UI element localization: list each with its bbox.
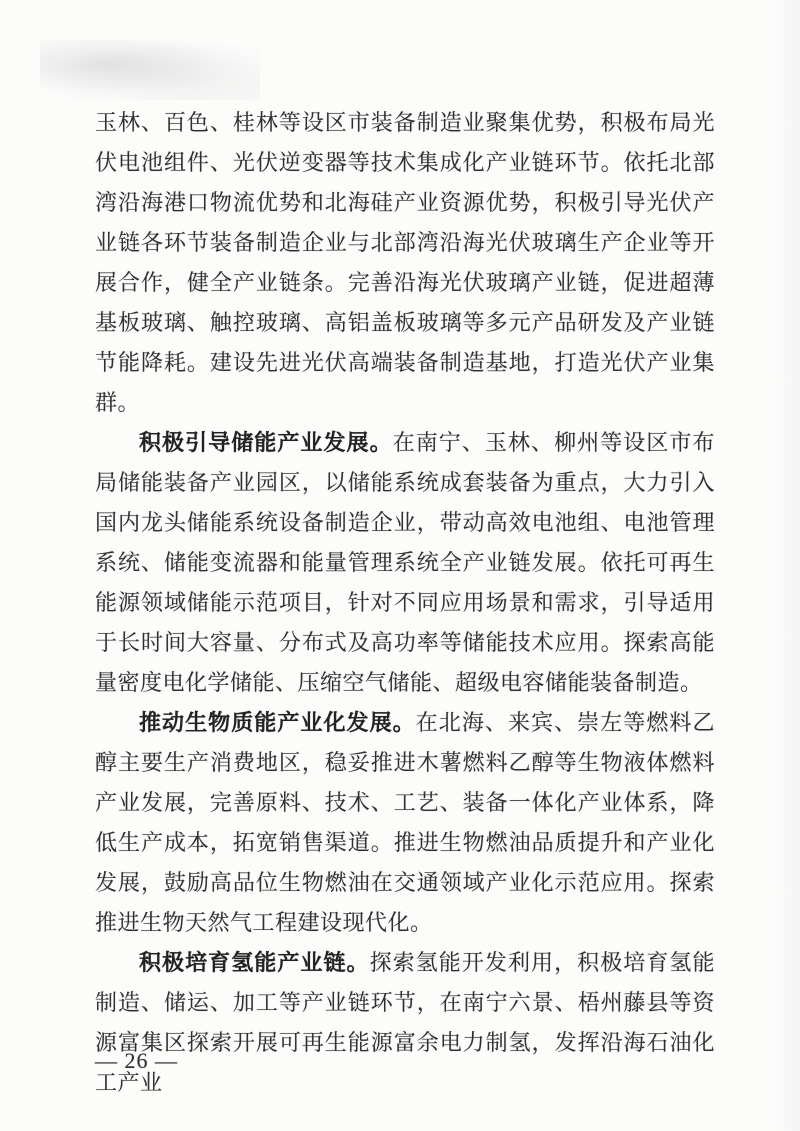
paragraph-lead: 积极引导储能产业发展。 bbox=[139, 430, 393, 455]
paragraph-energy-storage bbox=[95, 423, 715, 703]
page-number: — 26 — bbox=[95, 1048, 178, 1073]
scan-artifact bbox=[770, 0, 800, 1131]
paragraph-photovoltaic-continuation bbox=[95, 103, 715, 423]
paragraph-lead: 推动生物质能产业化发展。 bbox=[139, 710, 416, 735]
paragraph-text: 玉林、百色、桂林等设区市装备制造业聚集优势，积极布局光伏电池组件、光伏逆变器等技术集成化产业链环节。依托北部湾沿海港口物流优势和北海硅产业资源优势，积极引导光伏产业链各环节装备制造企业与北部湾沿海光伏玻璃生产企业等开展合作，健全产业链条。完善沿海光伏玻璃产业链，促进超薄基板玻璃、触控玻璃、高铝盖板玻璃等多元产品研发及产业链节能降耗。建设先进光伏高端装备制造基地，打造光伏产业集群。 bbox=[95, 110, 715, 415]
paragraph-biomass-energy bbox=[95, 703, 715, 943]
paragraph-hydrogen-energy bbox=[95, 943, 715, 1103]
paragraph-text: 探索氢能开发利用，积极培育氢能制造、储运、加工等产业链环节，在南宁六景、梧州藤县等资源富集区探索开展可再生能源富余电力制氢，发挥沿海石油化工产业 bbox=[95, 950, 715, 1095]
document-body bbox=[95, 103, 715, 1103]
paragraph-lead: 积极培育氢能产业链。 bbox=[139, 950, 370, 975]
paragraph-text: 在南宁、玉林、柳州等设区市布局储能装备产业园区，以储能系统成套装备为重点，大力引入国内龙头储能系统设备制造企业，带动高效电池组、电池管理系统、储能变流器和能量管理系统全产业链发展。依托可再生能源领域储能示范项目，针对不同应用场景和需求，引导适用于长时间大容量、分布式及高功率等储能技术应用。探索高能量密度电化学储能、压缩空气储能、超级电容储能装备制造。 bbox=[95, 430, 715, 695]
paragraph-text: 在北海、来宾、崇左等燃料乙醇主要生产消费地区，稳妥推进木薯燃料乙醇等生物液体燃料产业发展，完善原料、技术、工艺、装备一体化产业体系，降低生产成本，拓宽销售渠道。推进生物燃油品质提升和产业化发展，鼓励高品位生物燃油在交通领域产业化示范应用。探索推进生物天然气工程建设现代化。 bbox=[95, 710, 715, 935]
scan-artifact bbox=[40, 40, 260, 100]
